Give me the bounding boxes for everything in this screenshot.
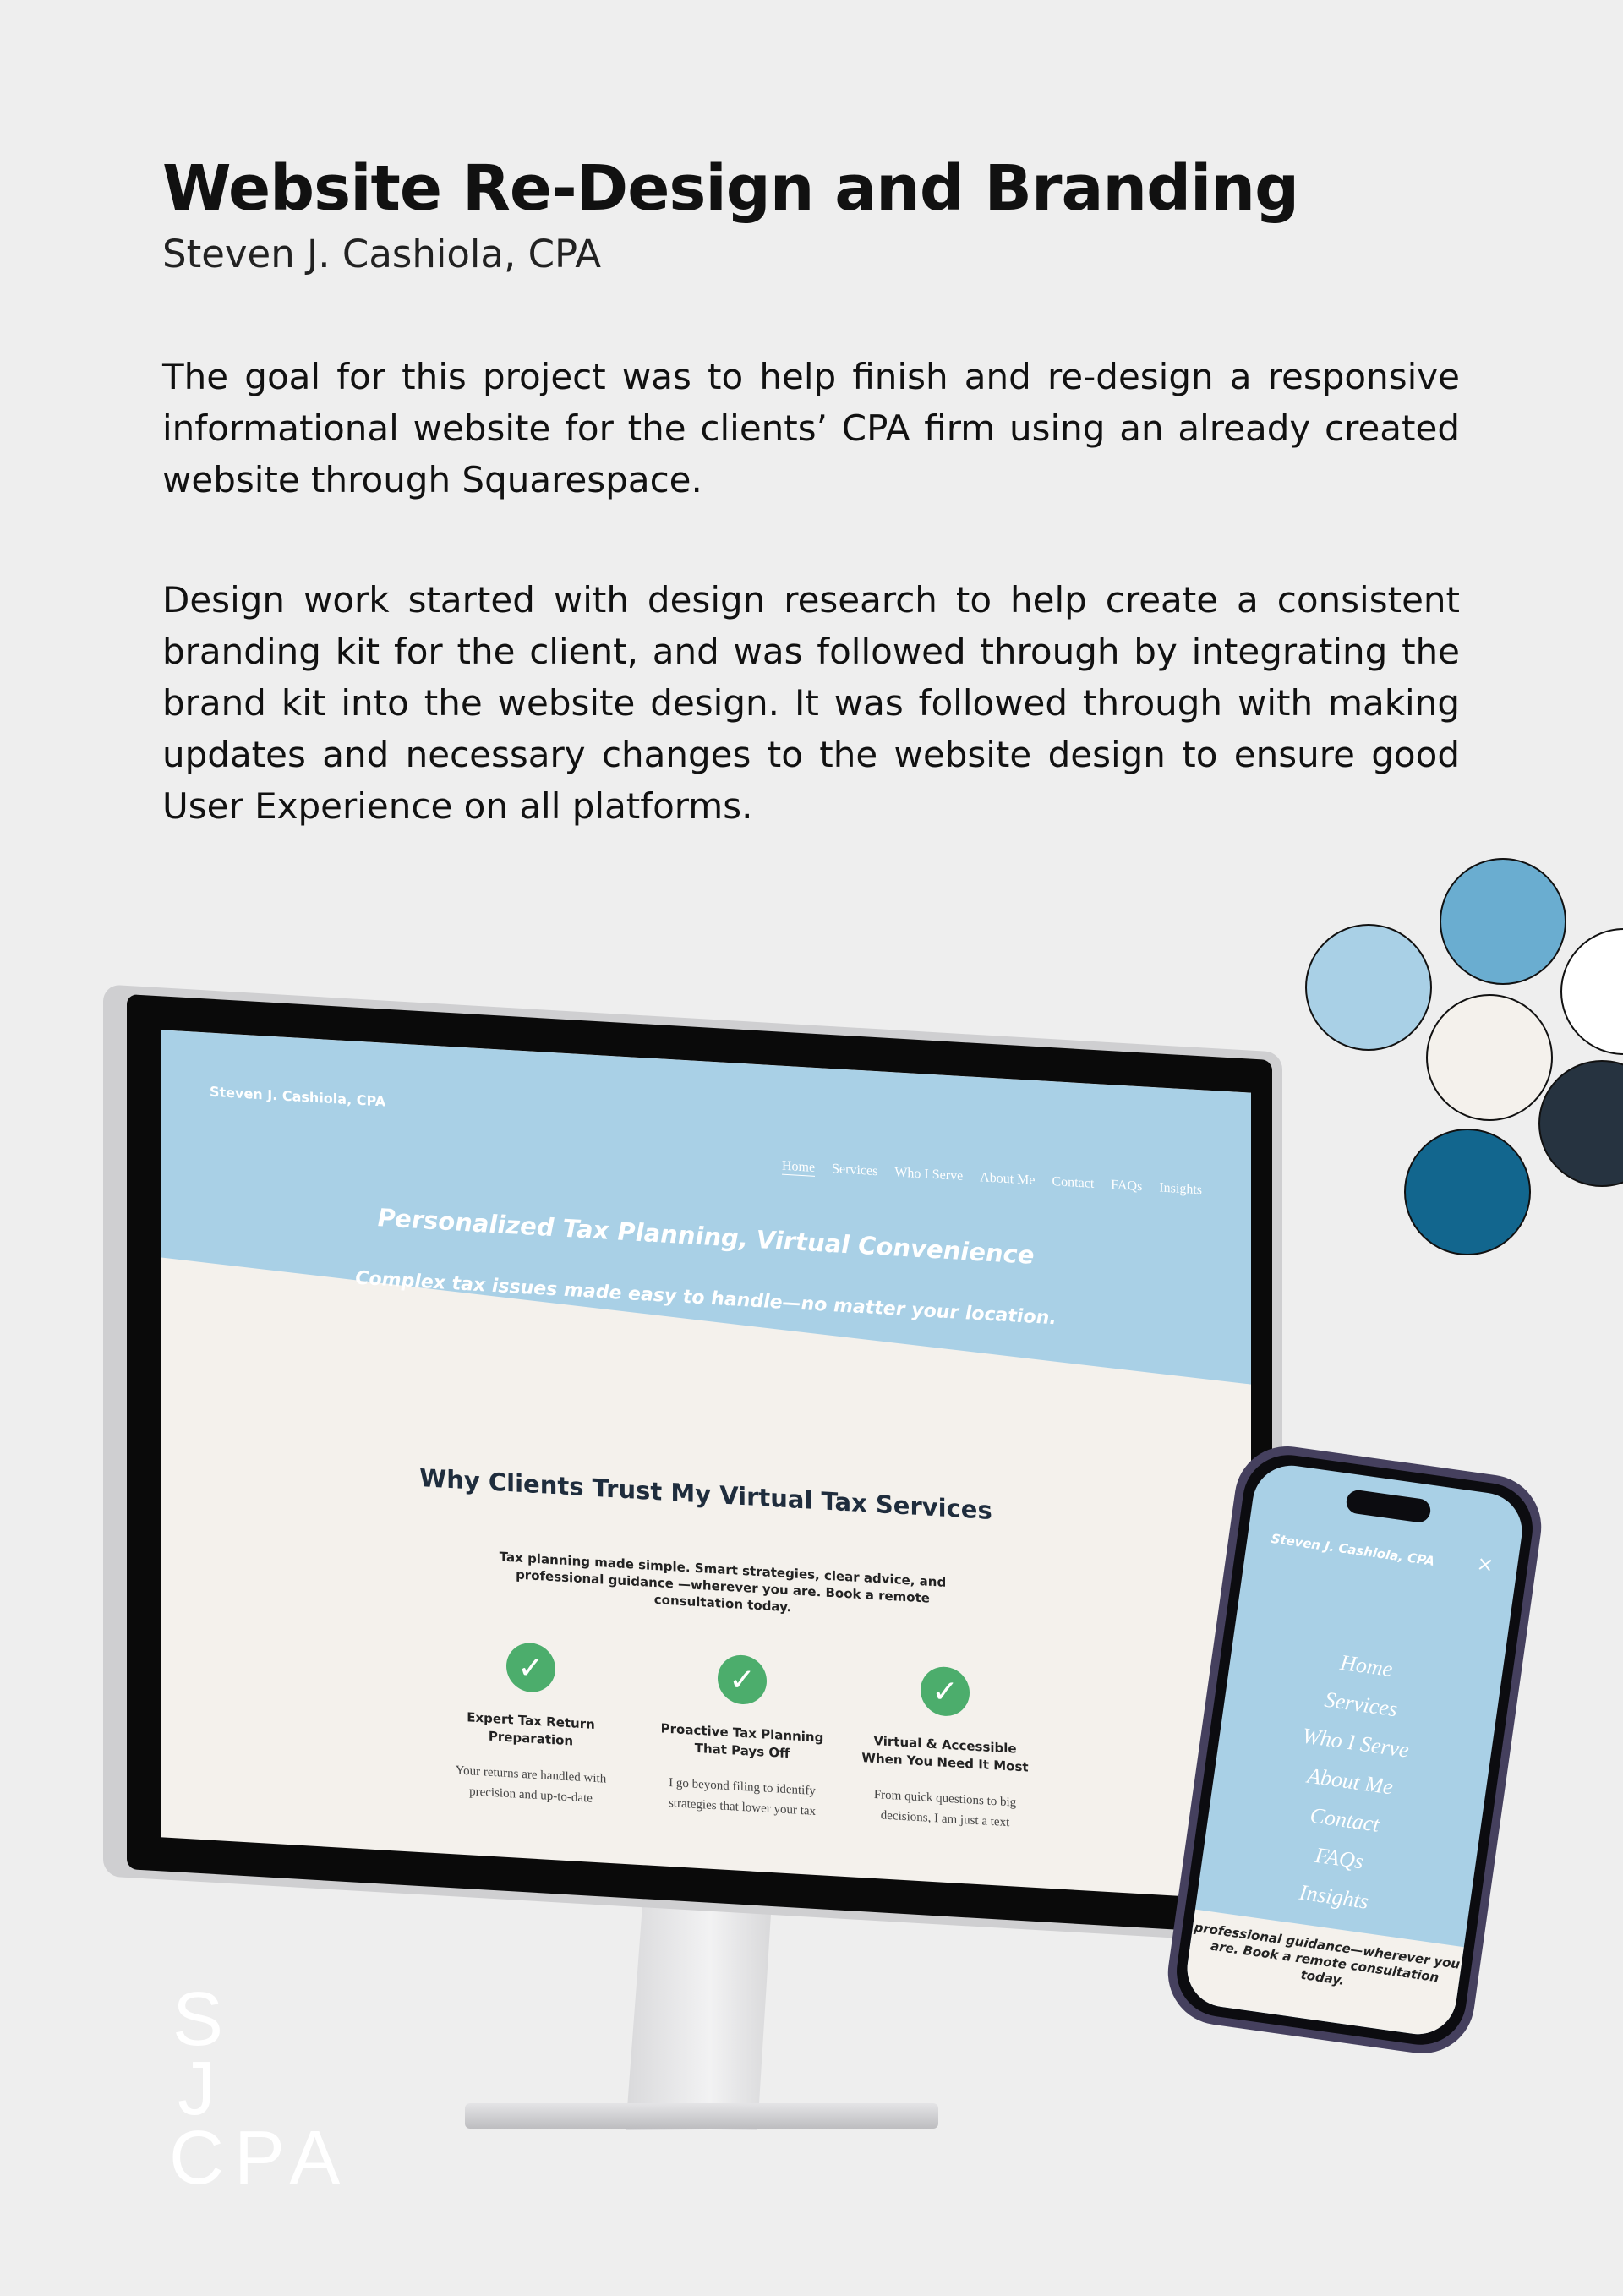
feature-description: I go beyond filing to identify strategies that lower your tax [668,1775,817,1818]
feature-card [649,1650,835,1823]
swatch-cream [1426,994,1553,1121]
mobile-nav-about-me[interactable]: About Me [1305,1763,1395,1800]
nav-contact[interactable]: Contact [1052,1174,1095,1191]
nav-faqs[interactable]: FAQs [1111,1178,1143,1194]
monitor-base [465,2103,938,2129]
feature-title: Expert Tax Return Preparation [467,1709,595,1749]
swatch-white [1560,928,1623,1055]
check-icon: ✓ [506,1642,555,1693]
mobile-nav-insights[interactable]: Insights [1298,1879,1370,1914]
swatch-charcoal [1538,1060,1623,1187]
feature-title: Proactive Tax Planning That Pays Off [660,1720,824,1762]
desktop-monitor-mockup [127,994,1272,1935]
client-name: Steven J. Cashiola, CPA [162,232,602,276]
feature-title: Virtual & Accessible When You Need It Most [861,1732,1029,1775]
logo-letters-cpa: CPA [169,2116,351,2200]
design-process-paragraph: Design work started with design research to help create a consistent branding kit for the client, and was followed through by integrating the brand kit into the website design. It was followed through with making updates and necessary changes to the website design to ensure good User Experience on all platforms. [162,579,1460,827]
sjcpa-logo [169,1977,363,2200]
section-heading: Why Clients Trust My Virtual Tax Services [419,1462,992,1526]
hero-heading: Personalized Tax Planning, Virtual Convenience [377,1203,1035,1270]
nav-home[interactable]: Home [782,1158,816,1175]
dynamic-island [1345,1489,1432,1524]
close-icon[interactable]: × [1475,1551,1495,1577]
feature-description: Your returns are handled with precision and up-to-date [455,1763,607,1806]
logo-letter-s: S [172,1977,234,2062]
feature-card [438,1637,624,1811]
nav-insights[interactable]: Insights [1159,1180,1202,1198]
desktop-website-screen [161,1030,1251,1900]
mobile-nav-services[interactable]: Services [1323,1686,1399,1722]
mobile-nav-faqs[interactable]: FAQs [1314,1842,1365,1874]
nav-who-i-serve[interactable]: Who I Serve [894,1165,964,1184]
check-icon: ✓ [921,1665,970,1717]
mobile-navigation-menu [1197,1628,1504,1936]
feature-description: From quick questions to big decisions, I am just a text [873,1787,1017,1830]
page-title: Website Re-Design and Branding [162,152,1299,225]
swatch-medium-blue [1440,858,1566,985]
mobile-nav-who-i-serve[interactable]: Who I Serve [1300,1723,1411,1763]
mobile-bottom-copy: professional guidance—wherever you are. Book a remote consultation today. [1183,1910,1464,2040]
site-brand[interactable]: Steven J. Cashiola, CPA [210,1083,386,1110]
check-icon: ✓ [718,1654,767,1705]
feature-card [852,1661,1038,1834]
logo-letter-j: J [178,2047,226,2131]
swatch-light-blue [1305,924,1432,1051]
nav-services[interactable]: Services [832,1162,878,1179]
swatch-dark-blue [1404,1129,1531,1255]
project-goal-paragraph: The goal for this project was to help finish and re-design a responsive informational website for the clients’ CPA firm using an already created website through Squarespace. [162,356,1460,500]
section-copy: Tax planning made simple. Smart strategies, clear advice, and professional guidance —wherever you are. Book a remote consultation today. [499,1549,947,1615]
mobile-site-brand[interactable]: Steven J. Cashiola, CPA [1270,1530,1436,1569]
mobile-nav-home[interactable]: Home [1338,1649,1395,1682]
nav-about-me[interactable]: About Me [980,1170,1036,1188]
hero-subheading: Complex tax issues made easy to handle—no matter your location. [355,1267,1057,1330]
mobile-nav-contact[interactable]: Contact [1309,1802,1381,1837]
